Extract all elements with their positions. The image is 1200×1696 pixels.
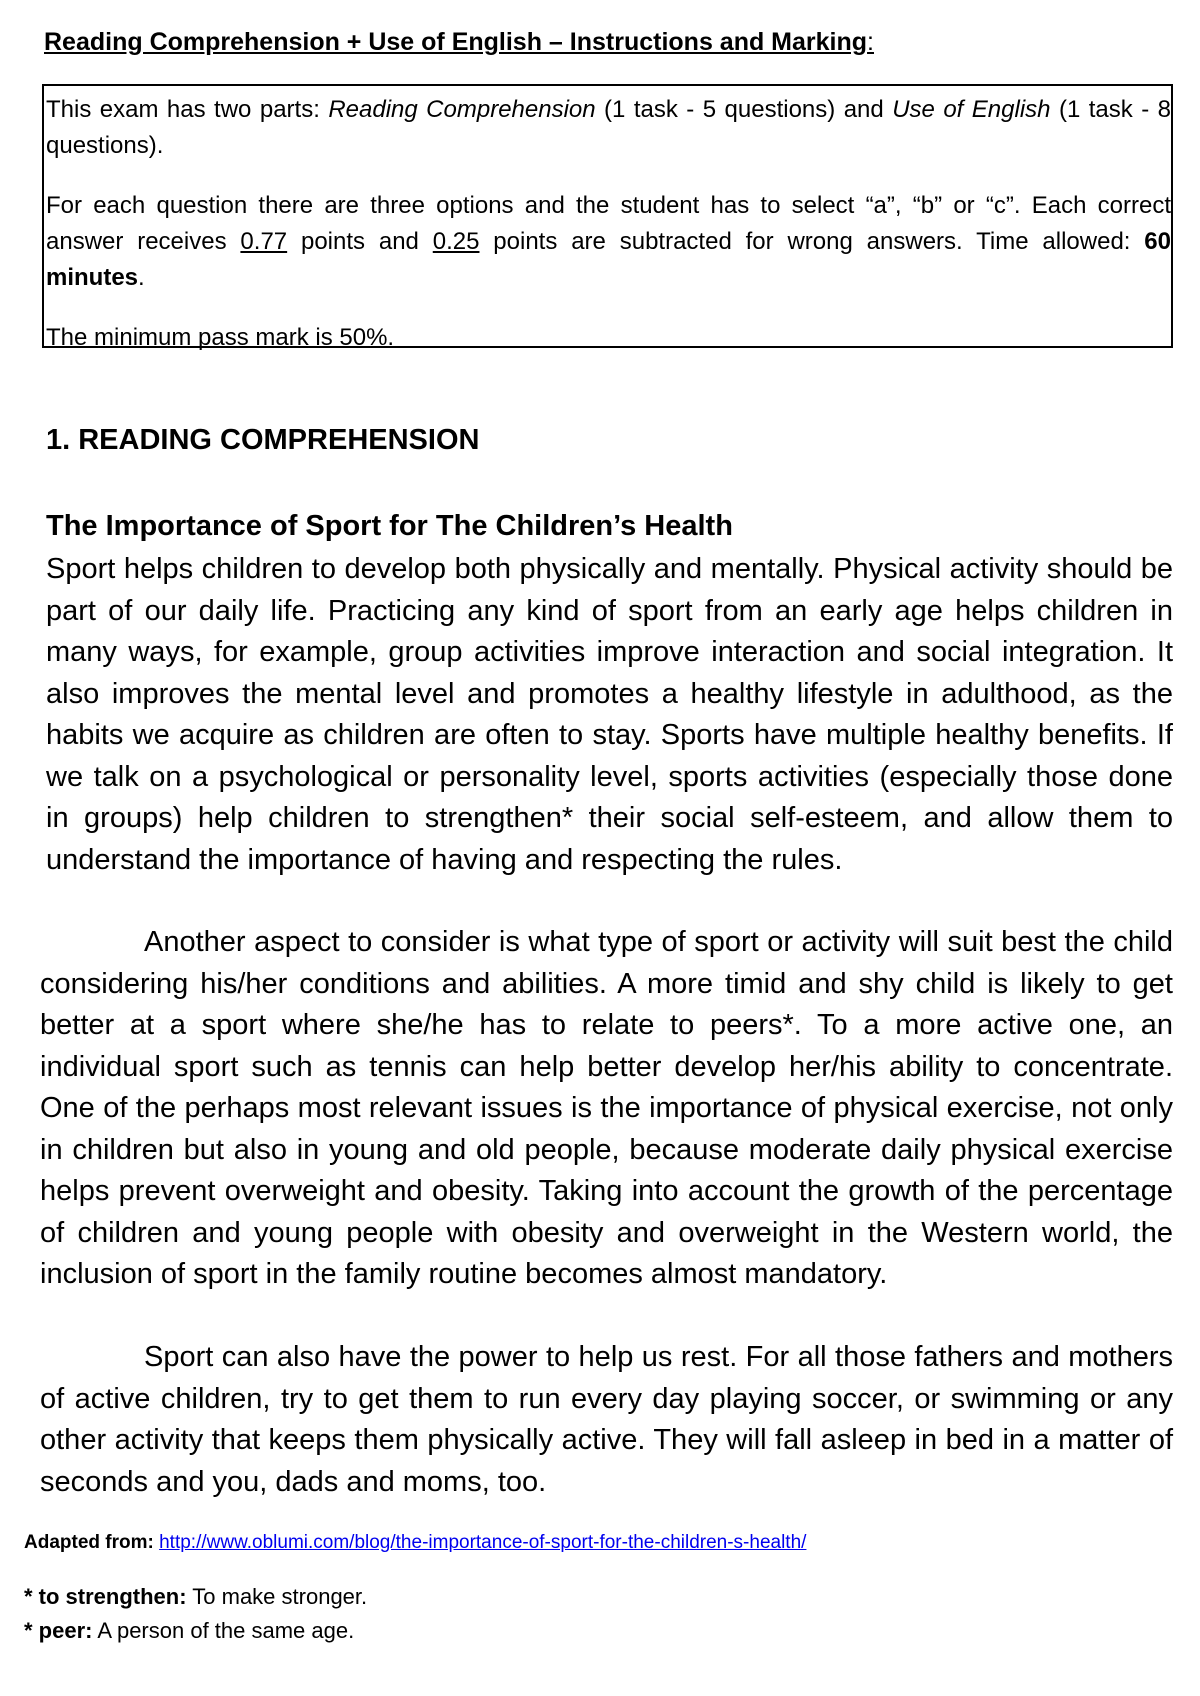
instructions-parts-text-3: (1 task - 8 questions). <box>46 96 1171 159</box>
article-paragraph-1 <box>46 549 1173 881</box>
marking-text-2: points and <box>287 228 433 255</box>
instructions-title-colon: : <box>867 28 874 56</box>
time-allowed-value: 60 minutes <box>46 228 1171 291</box>
instructions-box <box>42 84 1173 351</box>
article-paragraph-2 <box>40 922 1173 1296</box>
reading-comprehension-label: Reading Comprehension <box>328 96 596 123</box>
article-paragraph-3 <box>40 1337 1173 1503</box>
use-of-english-label: Use of English <box>892 96 1051 123</box>
article-paragraph-1-text: Sport helps children to develop both physically and mentally. Physical activity should be part of our daily life. Practicing any kind of sport from an early age helps children in many ways, for example, group activities improve interaction and social integration. It also improves the mental level and promotes a healthy lifestyle in adulthood, as the habits we acquire as children are often to stay. Sports have multiple healthy benefits. If we talk on a psychological or personality level, sports activities (especially those done in groups) help children to strengthen* their social self-esteem, and allow them to understand the importance of having and respecting the rules. <box>46 553 1173 876</box>
instructions-marking-paragraph <box>46 188 1171 296</box>
article-paragraph-2-text: Another aspect to consider is what type of sport or activity will suit best the child considering his/her conditions and abilities. A more timid and shy child is likely to get better at a sport where she/he has to relate to peers*. To a more active one, an individual sport such as tennis can help better develop her/his ability to concentrate. One of the perhaps most relevant issues is the importance of physical exercise, not only in children but also in young and old people, because moderate daily physical exercise helps prevent overweight and obesity. Taking into account the growth of the percentage of children and young people with obesity and overweight in the Western world, the inclusion of sport in the family routine becomes almost mandatory. <box>40 926 1173 1290</box>
instructions-parts-paragraph <box>46 92 1171 164</box>
instructions-parts-text-2: (1 task - 5 questions) and <box>595 96 893 123</box>
instructions-title <box>44 28 874 57</box>
instructions-parts-text: This exam has two parts: <box>46 96 329 123</box>
wrong-points-value: 0.25 <box>432 228 480 255</box>
article-title: The Importance of Sport for The Children’s Health <box>46 510 733 542</box>
pass-mark-paragraph: The minimum pass mark is 50%. <box>46 324 395 351</box>
section-heading: 1. READING COMPREHENSION <box>46 424 480 456</box>
article-paragraph-3-text: Sport can also have the power to help us rest. For all those fathers and mothers of active children, try to get them to run every day playing soccer, or swimming or any other activity that keeps them physically active. They will fall asleep in bed in a matter of seconds and you, dads and moms, too. <box>40 1341 1173 1498</box>
marking-text-4: . <box>138 264 145 291</box>
source-citation <box>24 1532 806 1554</box>
source-link[interactable]: http://www.oblumi.com/blog/the-importance-of-sport-for-the-children-s-health/ <box>159 1532 807 1553</box>
source-label: Adapted from: <box>24 1532 154 1553</box>
correct-points-value: 0.77 <box>240 228 288 255</box>
marking-text-3: points are subtracted for wrong answers. Time allowed: <box>479 228 1145 255</box>
glossary-definition: A person of the same age. <box>92 1618 355 1643</box>
instructions-title-text: Reading Comprehension + Use of English – Instructions and Marking <box>44 28 868 56</box>
glossary-item <box>24 1584 367 1610</box>
glossary-definition: To make stronger. <box>186 1584 368 1609</box>
glossary-term: * to strengthen: <box>24 1584 187 1609</box>
glossary-item <box>24 1618 354 1644</box>
glossary-term: * peer: <box>24 1618 93 1643</box>
marking-text: For each question there are three options and the student has to select “a”, “b” or “c”. Each correct answer receives <box>46 192 1171 255</box>
